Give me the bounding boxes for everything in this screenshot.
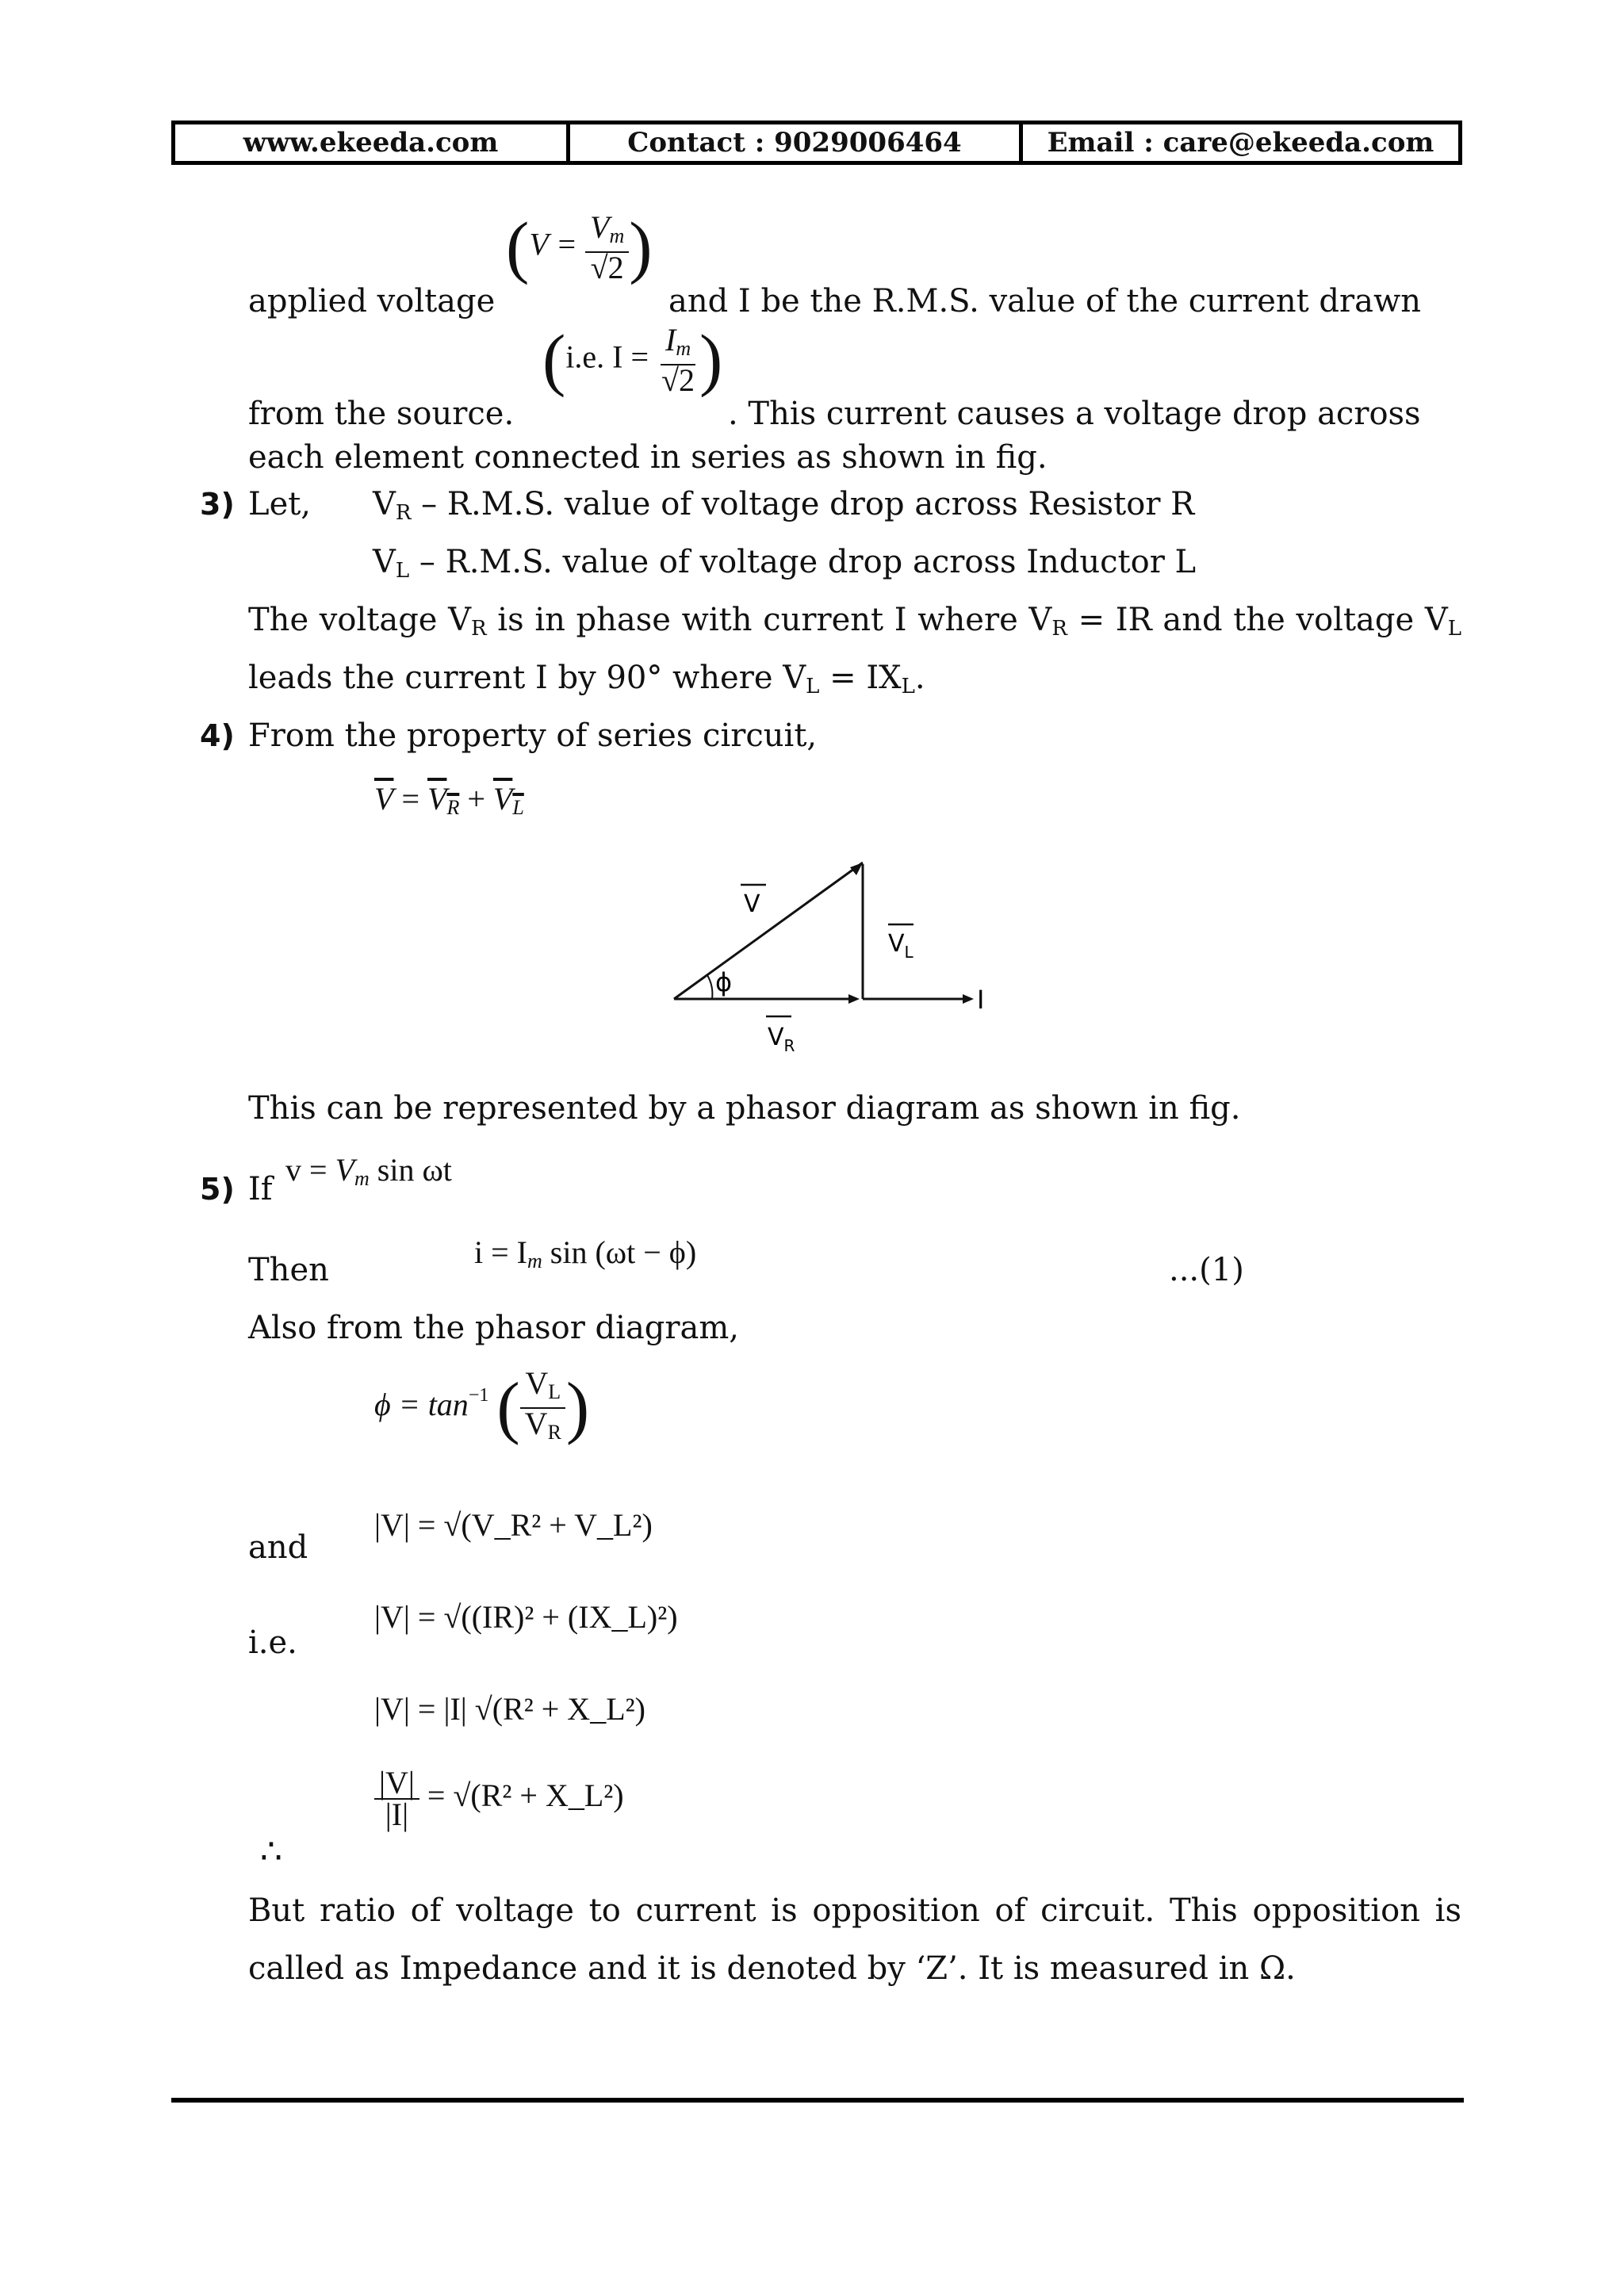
phasor-caption: This can be represented by a phasor diagram as shown in fig. [248, 1090, 1241, 1127]
therefore-symbol: ∴ [260, 1831, 282, 1872]
footer-rule [171, 2098, 1464, 2103]
phasor-label-vr: $V_R$ [768, 1024, 795, 1055]
step4-text: From the property of series circuit, [248, 718, 818, 754]
eq-v-lhs: V = [529, 226, 578, 262]
phasor-angle-arc [707, 975, 712, 999]
step3-vl-definition: $V_L - R.M.S$. value of voltage drop across Inductor L [373, 544, 1197, 583]
step5-if: If [248, 1171, 273, 1207]
step5-and: and [248, 1529, 308, 1566]
para1-line1-end: and I be the R.M.S. value of the current drawn [668, 283, 1421, 320]
step3-vr-definition: $V_R - R.M.S$. value of voltage drop across Resistor R [373, 486, 1195, 525]
para1-line2-end: . This current causes a voltage drop across [728, 396, 1421, 432]
phasor-i-arrow [963, 994, 974, 1004]
phasor-vr-arrow [848, 994, 860, 1004]
eq-number-1: ...(1) [1169, 1252, 1244, 1288]
eq-i-instant: $i = I_m$ sin (ωt − ϕ) [474, 1234, 697, 1272]
step5-then: Then [248, 1252, 329, 1288]
step3-let: Let, [248, 486, 312, 522]
closing-line2: called as Impedance and it is denoted by ‘Z’. It is measured in Ω. [248, 1950, 1296, 1987]
eq-phi: $\phi = \tan^{-1}$ ( $\frac{V_L}{V_R}$ ) [374, 1365, 590, 1446]
closing-line1: But ratio of voltage to current is opposition of circuit. This opposition is [248, 1892, 1461, 1929]
step5-also: Also from the phasor diagram, [248, 1310, 740, 1346]
step3-number: 3) [200, 487, 235, 522]
header-contact: Contact : 9029006464 [570, 124, 1023, 161]
header-website: www.ekeeda.com [175, 124, 570, 161]
step3-sentence1: The voltage $V_R$ is in phase with current I where $V_R$ = IR and the voltage $V_L$ [248, 602, 1461, 641]
para1-line3: each element connected in series as shown in fig. [248, 439, 1048, 476]
phasor-v-arrow [850, 863, 863, 875]
header-email: Email : care@ekeeda.com [1047, 127, 1434, 159]
eq-v-fraction: $\frac{V_m}{√2}$ [585, 212, 629, 283]
step4-number: 4) [200, 718, 235, 753]
eq-mag-2: |V| = √((IR)² + (IX_L)²) [374, 1599, 678, 1635]
phasor-v-line [674, 863, 863, 999]
eq-ratio: $\frac{|V|}{|I|}$ = √(R² + X_L²) [374, 1768, 624, 1830]
phasor-diagram [658, 848, 1007, 1070]
para1-line2-start: from the source. [248, 396, 515, 432]
eq-i-rms: (i.e. I = $\frac{I_m}{√2}$ ) [542, 321, 723, 399]
phasor-label-phi: ϕ [715, 967, 733, 997]
header-bar [171, 121, 1462, 165]
eq-i-fraction: $\frac{I_m}{√2}$ [661, 322, 695, 398]
phasor-label-i: I [977, 985, 985, 1015]
phasor-label-vl: $V_L$ [888, 930, 914, 962]
eq-v-rms: (V = $\frac{V_m}{√2}$ ) [506, 209, 653, 286]
phasor-label-v: V [744, 890, 760, 918]
eq-mag-3: |V| = |I| √(R² + X_L²) [374, 1691, 645, 1727]
step3-sentence2: leads the current I by 90° where $V_L = IX_L$. [248, 660, 925, 698]
eq-phasor-sum: $\overline{V} = V_R + V_L$ [374, 781, 524, 819]
step5-ie: i.e. [248, 1624, 297, 1661]
eq-mag-1: |V| = √(V_R² + V_L²) [374, 1507, 653, 1543]
eq-v-instant: $v = V_m$ sin ωt [285, 1152, 452, 1190]
eq-i-lhs: i.e. I = [565, 339, 649, 375]
para1-line1-start: applied voltage [248, 283, 496, 320]
step5-number: 5) [200, 1172, 235, 1207]
